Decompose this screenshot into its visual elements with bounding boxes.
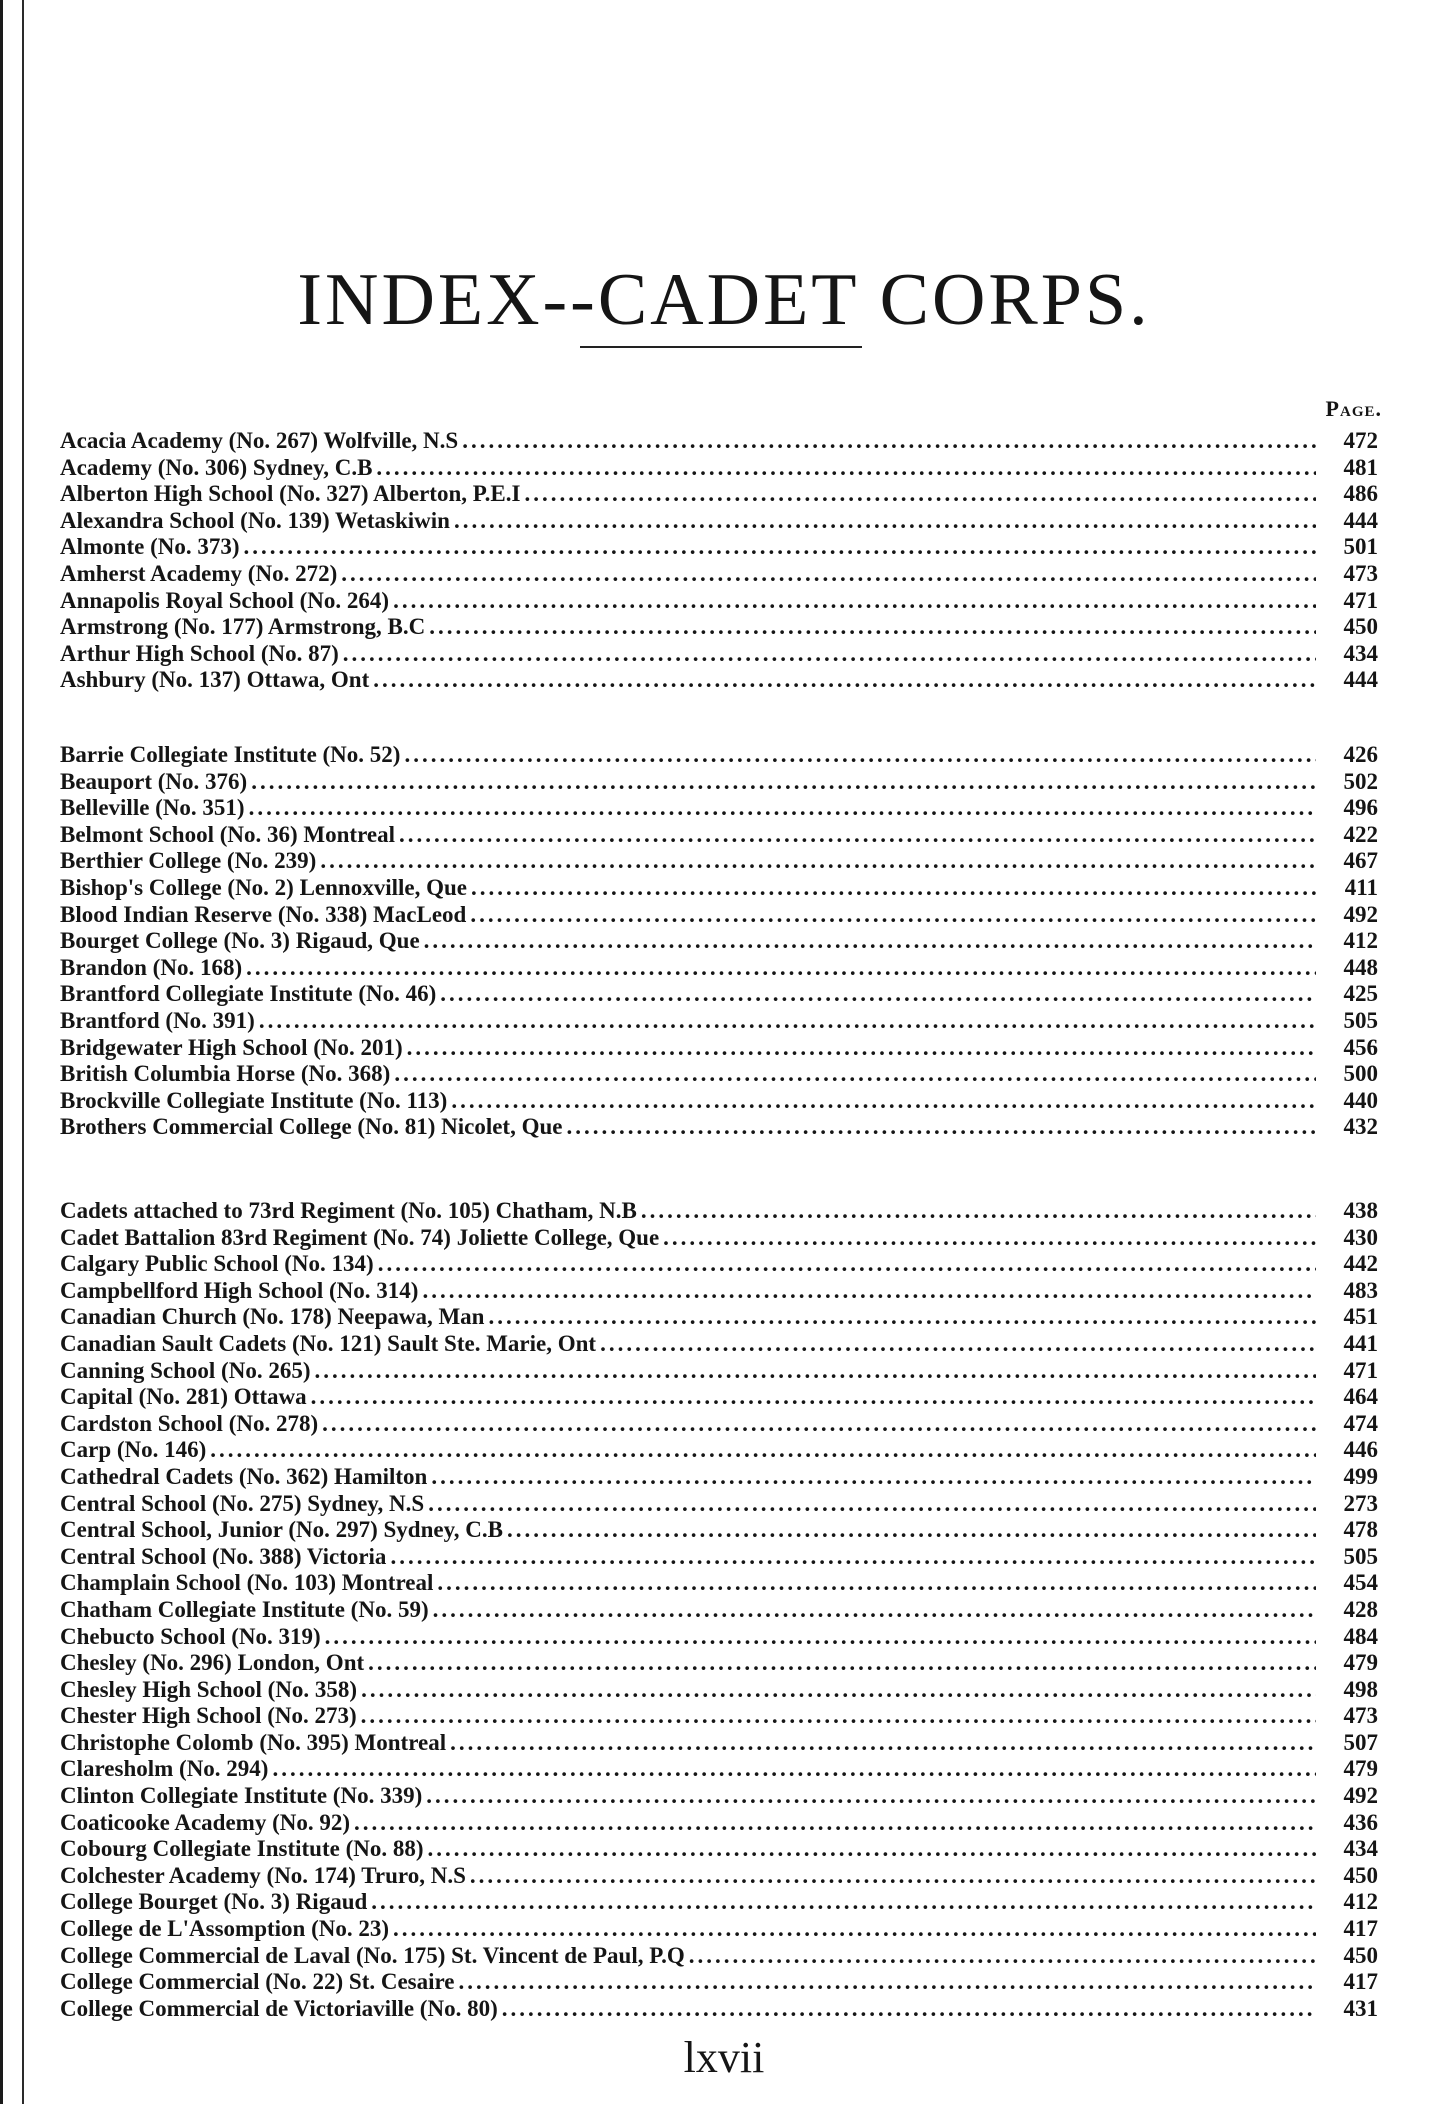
index-entry (60, 902, 1378, 929)
entry-name: College Commercial de Laval (No. 175) St. Vincent de Paul, P.Q (60, 1942, 685, 1968)
dot-leader (454, 508, 1316, 535)
dot-leader (428, 1491, 1316, 1518)
entry-page-number: 430 (1343, 1224, 1378, 1250)
dot-leader (426, 1783, 1316, 1810)
index-entry (60, 1304, 1378, 1331)
dot-leader (314, 1358, 1316, 1385)
entry-name: Berthier College (No. 239) (60, 848, 317, 874)
entry-name: Bourget College (No. 3) Rigaud, Que (60, 928, 420, 954)
index-entry (60, 848, 1378, 875)
entry-page-number: 467 (1343, 848, 1378, 874)
entry-name: College de L'Assomption (No. 23) (60, 1916, 390, 1942)
entry-name: Blood Indian Reserve (No. 338) MacLeod (60, 901, 467, 927)
entry-page-number: 441 (1343, 1330, 1378, 1356)
index-entry (60, 1889, 1378, 1916)
index-entry (60, 1517, 1378, 1544)
entry-name: Belleville (No. 351) (60, 795, 245, 821)
entry-name: Brantford Collegiate Institute (No. 46) (60, 981, 437, 1007)
entry-page-number: 440 (1343, 1087, 1378, 1113)
dot-leader (470, 902, 1316, 929)
dot-leader (399, 822, 1316, 849)
entry-page-number: 454 (1343, 1570, 1378, 1596)
dot-leader (451, 1088, 1316, 1115)
dot-leader (507, 1517, 1316, 1544)
index-entry (60, 481, 1378, 508)
index-entry (60, 1198, 1378, 1225)
entry-name: Brantford (No. 391) (60, 1007, 255, 1033)
index-section-b (60, 742, 1378, 1141)
entry-name: Brockville Collegiate Institute (No. 113) (60, 1087, 448, 1113)
index-entry (60, 1943, 1378, 1970)
index-entry (60, 1437, 1378, 1464)
entry-name: Calgary Public School (No. 134) (60, 1251, 374, 1277)
entry-name: Amherst Academy (No. 272) (60, 560, 338, 586)
dot-leader (429, 614, 1316, 641)
dot-leader (428, 1836, 1317, 1863)
index-entry (60, 1464, 1378, 1491)
entry-name: Almonte (No. 373) (60, 534, 240, 560)
entry-page-number: 431 (1343, 1995, 1378, 2021)
entry-name: Capital (No. 281) Ottawa (60, 1384, 307, 1410)
entry-page-number: 412 (1343, 1889, 1378, 1915)
entry-page-number: 484 (1343, 1623, 1378, 1649)
index-entry (60, 508, 1378, 535)
index-entry (60, 1491, 1378, 1518)
index-entry (60, 1331, 1378, 1358)
index-entry (60, 1863, 1378, 1890)
index-entry (60, 1916, 1378, 1943)
entry-name: College Commercial (No. 22) St. Cesaire (60, 1969, 455, 1995)
entry-page-number: 492 (1343, 1783, 1378, 1809)
entry-page-number: 417 (1343, 1916, 1378, 1942)
entry-page-number: 446 (1343, 1437, 1378, 1463)
entry-name: Chesley (No. 296) London, Ont (60, 1650, 365, 1676)
entry-name: Ashbury (No. 137) Ottawa, Ont (60, 667, 370, 693)
dot-leader (259, 1008, 1316, 1035)
dot-leader (462, 428, 1316, 455)
entry-name: Alexandra School (No. 139) Wetaskiwin (60, 507, 450, 533)
dot-leader (361, 1703, 1316, 1730)
dot-leader (407, 1035, 1316, 1062)
index-entry (60, 1969, 1378, 1996)
dot-leader (422, 1278, 1316, 1305)
entry-name: Cardston School (No. 278) (60, 1410, 319, 1436)
entry-page-number: 436 (1343, 1809, 1378, 1835)
entry-page-number: 505 (1343, 1007, 1378, 1033)
entry-name: Campbellford High School (No. 314) (60, 1277, 419, 1303)
entry-page-number: 411 (1344, 874, 1378, 900)
index-entry (60, 561, 1378, 588)
dot-leader (470, 1863, 1316, 1890)
entry-page-number: 451 (1343, 1304, 1378, 1330)
index-entry (60, 641, 1378, 668)
entry-name: Clinton Collegiate Institute (No. 339) (60, 1783, 423, 1809)
entry-page-number: 474 (1343, 1410, 1378, 1436)
entry-page-number: 478 (1343, 1517, 1378, 1543)
dot-leader (378, 1251, 1316, 1278)
entry-name: Chebucto School (No. 319) (60, 1623, 321, 1649)
entry-name: Cathedral Cadets (No. 362) Hamilton (60, 1463, 428, 1489)
dot-leader (354, 1810, 1316, 1837)
entry-page-number: 434 (1343, 1836, 1378, 1862)
index-entry (60, 614, 1378, 641)
entry-page-number: 412 (1343, 928, 1378, 954)
entry-name: Cobourg Collegiate Institute (No. 88) (60, 1836, 424, 1862)
dot-leader (249, 795, 1316, 822)
entry-name: College Bourget (No. 3) Rigaud (60, 1889, 368, 1915)
entry-name: British Columbia Horse (No. 368) (60, 1061, 391, 1087)
dot-leader (488, 1304, 1316, 1331)
entry-name: Barrie Collegiate Institute (No. 52) (60, 742, 401, 767)
entry-name: Chatham Collegiate Institute (No. 59) (60, 1596, 429, 1622)
dot-leader (244, 534, 1317, 561)
index-entry (60, 1251, 1378, 1278)
dot-leader (502, 1996, 1316, 2023)
dot-leader (311, 1384, 1316, 1411)
entry-page-number: 486 (1343, 481, 1378, 507)
entry-page-number: 481 (1343, 454, 1378, 480)
entry-name: Arthur High School (No. 87) (60, 640, 339, 666)
index-entry (60, 1996, 1378, 2023)
dot-leader (393, 1916, 1316, 1943)
entry-name: Claresholm (No. 294) (60, 1756, 269, 1782)
index-entry (60, 428, 1378, 455)
index-entry (60, 1114, 1378, 1141)
dot-leader (459, 1969, 1316, 1996)
entry-name: Bridgewater High School (No. 201) (60, 1034, 403, 1060)
entry-page-number: 473 (1343, 1703, 1378, 1729)
index-entry (60, 1597, 1378, 1624)
entry-page-number: 444 (1343, 507, 1378, 533)
entry-name: Canning School (No. 265) (60, 1357, 311, 1383)
index-entry (60, 1088, 1378, 1115)
dot-leader (471, 875, 1316, 902)
index-entry (60, 1703, 1378, 1730)
dot-leader (371, 1889, 1316, 1916)
index-entry (60, 1783, 1378, 1810)
entry-page-number: 450 (1343, 1862, 1378, 1888)
entry-name: Coaticooke Academy (No. 92) (60, 1809, 351, 1835)
index-entry (60, 1624, 1378, 1651)
index-entry (60, 455, 1378, 482)
dot-leader (251, 769, 1316, 796)
dot-leader (433, 1597, 1316, 1624)
entry-name: Academy (No. 306) Sydney, C.B (60, 454, 373, 480)
entry-page-number: 432 (1343, 1114, 1378, 1140)
index-entry (60, 1061, 1378, 1088)
dot-leader (246, 955, 1316, 982)
index-entry (60, 1008, 1378, 1035)
dot-leader (440, 981, 1316, 1008)
index-section-a (60, 428, 1378, 694)
entry-name: Colchester Academy (No. 174) Truro, N.S (60, 1862, 466, 1888)
dot-leader (437, 1570, 1316, 1597)
entry-page-number: 479 (1343, 1650, 1378, 1676)
dot-leader (390, 1544, 1316, 1571)
index-entry (60, 667, 1378, 694)
dot-leader (322, 1411, 1316, 1438)
index-entry (60, 1756, 1378, 1783)
entry-name: Chester High School (No. 273) (60, 1703, 357, 1729)
entry-page-number: 273 (1343, 1490, 1378, 1516)
entry-name: Canadian Church (No. 178) Neepawa, Man (60, 1304, 485, 1330)
index-entry (60, 588, 1378, 615)
entry-page-number: 473 (1343, 560, 1378, 586)
entry-page-number: 422 (1343, 821, 1378, 847)
entry-page-number: 500 (1343, 1061, 1378, 1087)
dot-leader (393, 588, 1316, 615)
entry-name: Alberton High School (No. 327) Alberton, P.E.I (60, 481, 521, 507)
entry-page-number: 472 (1343, 428, 1378, 453)
entry-page-number: 426 (1343, 742, 1378, 767)
dot-leader (320, 848, 1316, 875)
entry-page-number: 434 (1343, 640, 1378, 666)
entry-name: Chesley High School (No. 358) (60, 1676, 358, 1702)
entry-name: Cadets attached to 73rd Regiment (No. 105) Chatham, N.B (60, 1198, 637, 1223)
entry-name: Carp (No. 146) (60, 1437, 207, 1463)
entry-page-number: 502 (1343, 768, 1378, 794)
entry-name: Acacia Academy (No. 267) Wolfville, N.S (60, 428, 459, 453)
entry-name: Brandon (No. 168) (60, 954, 243, 980)
dot-leader (343, 641, 1316, 668)
entry-name: Central School, Junior (No. 297) Sydney, C.B (60, 1517, 504, 1543)
entry-name: Bishop's College (No. 2) Lennoxville, Que (60, 874, 467, 900)
index-entry (60, 928, 1378, 955)
page-column-header: Page. (1325, 396, 1382, 421)
index-entry (60, 1677, 1378, 1704)
index-entry (60, 1358, 1378, 1385)
dot-leader (524, 481, 1316, 508)
dot-leader (210, 1437, 1316, 1464)
index-entry (60, 1836, 1378, 1863)
entry-page-number: 499 (1343, 1463, 1378, 1489)
entry-page-number: 428 (1343, 1596, 1378, 1622)
index-entry (60, 1730, 1378, 1757)
dot-leader (566, 1114, 1316, 1141)
index-section-c (60, 1198, 1378, 2022)
index-entry (60, 1384, 1378, 1411)
index-entry (60, 981, 1378, 1008)
dot-leader (325, 1624, 1316, 1651)
entry-page-number: 498 (1343, 1676, 1378, 1702)
dot-leader (600, 1331, 1316, 1358)
index-entry (60, 955, 1378, 982)
dot-leader (663, 1225, 1316, 1252)
entry-page-number: 507 (1343, 1729, 1378, 1755)
entry-page-number: 442 (1343, 1251, 1378, 1277)
entry-page-number: 471 (1343, 587, 1378, 613)
index-entry (60, 1225, 1378, 1252)
dot-leader (361, 1677, 1316, 1704)
dot-leader (272, 1756, 1316, 1783)
dot-leader (431, 1464, 1316, 1491)
entry-page-number: 483 (1343, 1277, 1378, 1303)
dot-leader (450, 1730, 1316, 1757)
entry-name: College Commercial de Victoriaville (No. 80) (60, 1995, 498, 2021)
entry-page-number: 425 (1343, 981, 1378, 1007)
entry-name: Brothers Commercial College (No. 81) Nicolet, Que (60, 1114, 563, 1140)
entry-page-number: 444 (1343, 667, 1378, 693)
index-entry (60, 1278, 1378, 1305)
entry-page-number: 471 (1343, 1357, 1378, 1383)
entry-name: Central School (No. 388) Victoria (60, 1543, 387, 1569)
entry-name: Canadian Sault Cadets (No. 121) Sault Ste. Marie, Ont (60, 1330, 597, 1356)
entry-page-number: 479 (1343, 1756, 1378, 1782)
entry-page-number: 492 (1343, 901, 1378, 927)
index-entry (60, 1810, 1378, 1837)
dot-leader (641, 1198, 1316, 1225)
entry-page-number: 417 (1343, 1969, 1378, 1995)
index-entry (60, 795, 1378, 822)
index-entry (60, 875, 1378, 902)
entry-page-number: 448 (1343, 954, 1378, 980)
page-folio: lxvii (683, 2033, 765, 2082)
entry-name: Annapolis Royal School (No. 264) (60, 587, 390, 613)
index-entry (60, 822, 1378, 849)
index-entry (60, 742, 1378, 769)
entry-name: Cadet Battalion 83rd Regiment (No. 74) Joliette College, Que (60, 1224, 660, 1250)
title-divider (580, 346, 862, 348)
entry-name: Beauport (No. 376) (60, 768, 248, 794)
dot-leader (368, 1650, 1316, 1677)
dot-leader (376, 455, 1316, 482)
entry-name: Central School (No. 275) Sydney, N.S (60, 1490, 425, 1516)
entry-name: Champlain School (No. 103) Montreal (60, 1570, 434, 1596)
index-entry (60, 1650, 1378, 1677)
index-entry (60, 769, 1378, 796)
index-entry (60, 1544, 1378, 1571)
index-entry (60, 534, 1378, 561)
entry-name: Armstrong (No. 177) Armstrong, B.C (60, 614, 426, 640)
entry-page-number: 450 (1343, 614, 1378, 640)
dot-leader (424, 928, 1316, 955)
entry-name: Christophe Colomb (No. 395) Montreal (60, 1729, 447, 1755)
index-entry (60, 1035, 1378, 1062)
entry-page-number: 496 (1343, 795, 1378, 821)
dot-leader (404, 742, 1316, 769)
dot-leader (689, 1943, 1316, 1970)
index-entry (60, 1570, 1378, 1597)
index-entry (60, 1411, 1378, 1438)
entry-page-number: 456 (1343, 1034, 1378, 1060)
dot-leader (394, 1061, 1316, 1088)
entry-page-number: 450 (1343, 1942, 1378, 1968)
entry-name: Belmont School (No. 36) Montreal (60, 821, 395, 847)
entry-page-number: 438 (1343, 1198, 1378, 1223)
entry-page-number: 501 (1343, 534, 1378, 560)
entry-page-number: 464 (1343, 1384, 1378, 1410)
page-title: INDEX--CADET CORPS. (297, 258, 1151, 341)
dot-leader (373, 667, 1316, 694)
dot-leader (341, 561, 1316, 588)
entry-page-number: 505 (1343, 1543, 1378, 1569)
